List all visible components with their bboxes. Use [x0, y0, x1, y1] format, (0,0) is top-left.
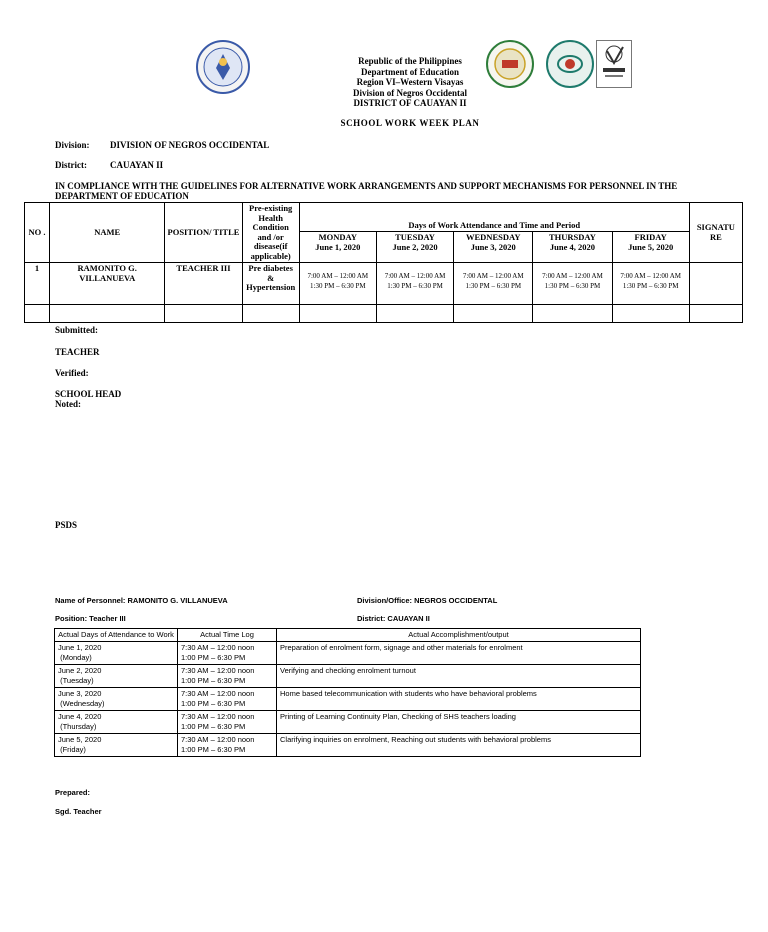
acc-time-am: 7:30 AM – 12:00 noon: [181, 712, 255, 721]
letterhead: [250, 56, 570, 109]
time-pm: 1:30 PM – 6:30 PM: [387, 282, 443, 290]
table-row-empty: [25, 305, 743, 323]
document-title: SCHOOL WORK WEEK PLAN: [340, 118, 480, 128]
time-pm: 1:30 PM – 6:30 PM: [310, 282, 366, 290]
table-row: [55, 688, 641, 711]
division-value: DIVISION OF NEGROS OCCIDENTAL: [110, 140, 270, 150]
school-head-label: SCHOOL HEAD: [55, 389, 122, 399]
row-health: Pre diabetes & Hypertension: [242, 263, 299, 305]
acc-time-am: 7:30 AM – 12:00 noon: [181, 735, 255, 744]
day-header-friday: [612, 232, 689, 263]
time-am: 7:00 AM – 12:00 AM: [542, 272, 603, 280]
acc-weekday: (Monday): [60, 653, 92, 662]
time-am: 7:00 AM – 12:00 AM: [620, 272, 682, 280]
table-row: [55, 734, 641, 757]
empty-cell: [454, 305, 533, 323]
teacher-label: TEACHER: [55, 347, 100, 357]
col-name: NAME: [50, 203, 165, 263]
acc-day-cell: [55, 642, 178, 665]
empty-cell: [376, 305, 453, 323]
personnel-name: Name of Personnel: RAMONITO G. VILLANUEVA: [55, 596, 228, 605]
row-position: TEACHER III: [165, 263, 242, 305]
ukas-cert-logo: [596, 40, 632, 88]
personnel-district: District: CAUAYAN II: [357, 614, 430, 623]
acc-output-cell: Clarifying inquiries on enrolment, Reaching out students with behavioral problems: [277, 734, 641, 757]
col-position: POSITION/ TITLE: [165, 203, 242, 263]
col-days: Days of Work Attendance and Time and Period: [299, 203, 689, 232]
acc-time-pm: 1:00 PM – 6:30 PM: [181, 699, 246, 708]
row-name: RAMONITO G. VILLANUEVA: [50, 263, 165, 305]
acc-time-cell: [178, 711, 277, 734]
day-header-monday: [299, 232, 376, 263]
acc-weekday: (Thursday): [60, 722, 97, 731]
district-label: District:: [55, 160, 87, 170]
acc-time-pm: 1:00 PM – 6:30 PM: [181, 653, 246, 662]
time-thursday: [533, 263, 612, 305]
acc-date: June 5, 2020: [58, 735, 102, 744]
time-wednesday: [454, 263, 533, 305]
acc-day-cell: [55, 711, 178, 734]
acc-output-cell: Home based telecommunication with students who have behavioral problems: [277, 688, 641, 711]
time-pm: 1:30 PM – 6:30 PM: [544, 282, 601, 290]
day-name: WEDNESDAY: [466, 232, 521, 242]
acc-time-pm: 1:00 PM – 6:30 PM: [181, 745, 246, 754]
acc-date: June 1, 2020: [58, 643, 102, 652]
table-row: [55, 642, 641, 665]
submitted-label: Submitted:: [55, 325, 99, 335]
work-week-plan-table: [24, 202, 743, 323]
row-signature: [689, 263, 742, 305]
signed-by: Sgd. Teacher: [55, 807, 102, 816]
acc-header-time: Actual Time Log: [178, 629, 277, 642]
acc-date: June 2, 2020: [58, 666, 102, 675]
acc-time-pm: 1:00 PM – 6:30 PM: [181, 676, 246, 685]
table-row: [55, 665, 641, 688]
time-am: 7:00 AM – 12:00 AM: [307, 272, 369, 280]
acc-weekday: (Wednesday): [60, 699, 105, 708]
acc-time-am: 7:30 AM – 12:00 noon: [181, 643, 255, 652]
letterhead-republic: Republic of the Philippines: [358, 56, 462, 66]
day-header-tuesday: [376, 232, 453, 263]
accomplishment-table: [54, 628, 641, 757]
district-value: CAUAYAN II: [110, 160, 164, 170]
time-tuesday: [376, 263, 453, 305]
letterhead-division: Division of Negros Occidental: [352, 87, 468, 98]
acc-time-cell: [178, 665, 277, 688]
acc-time-am: 7:30 AM – 12:00 noon: [181, 666, 255, 675]
acc-time-cell: [178, 734, 277, 757]
letterhead-district: DISTRICT OF CAUAYAN II: [353, 98, 467, 108]
day-date: June 5, 2020: [628, 241, 674, 252]
acc-day-cell: [55, 734, 178, 757]
acc-header-days: Actual Days of Attendance to Work: [55, 629, 178, 642]
empty-cell: [689, 305, 742, 323]
day-header-thursday: [533, 232, 612, 263]
day-date: June 3, 2020: [470, 241, 516, 252]
day-name: TUESDAY: [395, 232, 435, 242]
acc-time-pm: 1:00 PM – 6:30 PM: [181, 722, 246, 731]
compliance-statement: IN COMPLIANCE WITH THE GUIDELINES FOR ALTERNATIVE WORK ARRANGEMENTS AND SUPPORT MECHANISMS FOR PERSONNEL IN THE DEPARTMENT OF EDUCATION: [55, 181, 678, 201]
acc-output-cell: Printing of Learning Continuity Plan, Checking of SHS teachers loading: [277, 711, 641, 734]
prepared-label: Prepared:: [55, 788, 91, 797]
empty-cell: [299, 305, 376, 323]
noted-label: Noted:: [55, 399, 81, 409]
table-row: [55, 711, 641, 734]
acc-day-cell: [55, 688, 178, 711]
personnel-office: Division/Office: NEGROS OCCIDENTAL: [357, 596, 498, 605]
acc-time-cell: [178, 688, 277, 711]
acc-output-cell: Verifying and checking enrolment turnout: [277, 665, 641, 688]
acc-time-am: 7:30 AM – 12:00 noon: [181, 689, 255, 698]
empty-cell: [165, 305, 242, 323]
col-no: NO .: [25, 203, 50, 263]
day-header-wednesday: [454, 232, 533, 263]
row-no: 1: [25, 263, 50, 305]
day-date: June 1, 2020: [315, 241, 361, 252]
letterhead-department: Department of Education: [361, 66, 459, 77]
verified-label: Verified:: [55, 368, 89, 378]
col-signature: SIGNATU RE: [689, 203, 742, 263]
empty-cell: [533, 305, 612, 323]
day-date: June 2, 2020: [392, 241, 438, 252]
time-am: 7:00 AM – 12:00 AM: [384, 272, 446, 280]
time-pm: 1:30 PM – 6:30 PM: [465, 282, 522, 290]
table-row: [25, 263, 743, 305]
empty-cell: [25, 305, 50, 323]
col-health: Pre-existing Health Condition and /or disease(if applicable): [242, 203, 299, 263]
personnel-position: Position: Teacher III: [55, 614, 126, 623]
time-friday: [612, 263, 689, 305]
letterhead-region: Region VI–Western Visayas: [356, 77, 464, 87]
acc-weekday: (Tuesday): [60, 676, 94, 685]
empty-cell: [242, 305, 299, 323]
deped-seal-logo: [196, 40, 250, 94]
acc-output-cell: Preparation of enrolment form, signage and other materials for enrolment: [277, 642, 641, 665]
acc-date: June 4, 2020: [58, 712, 102, 721]
psds-label: PSDS: [55, 520, 78, 530]
time-monday: [299, 263, 376, 305]
day-name: THURSDAY: [549, 232, 596, 242]
day-name: FRIDAY: [634, 232, 667, 242]
empty-cell: [50, 305, 165, 323]
acc-day-cell: [55, 665, 178, 688]
day-date: June 4, 2020: [549, 241, 596, 252]
acc-header-output: Actual Accomplishment/output: [277, 629, 641, 642]
division-label: Division:: [55, 140, 90, 150]
empty-cell: [612, 305, 689, 323]
acc-time-cell: [178, 642, 277, 665]
time-am: 7:00 AM – 12:00 AM: [462, 272, 524, 280]
time-pm: 1:30 PM – 6:30 PM: [622, 282, 679, 290]
day-name: MONDAY: [318, 232, 358, 242]
acc-date: June 3, 2020: [58, 689, 102, 698]
acc-weekday: (Friday): [60, 745, 86, 754]
